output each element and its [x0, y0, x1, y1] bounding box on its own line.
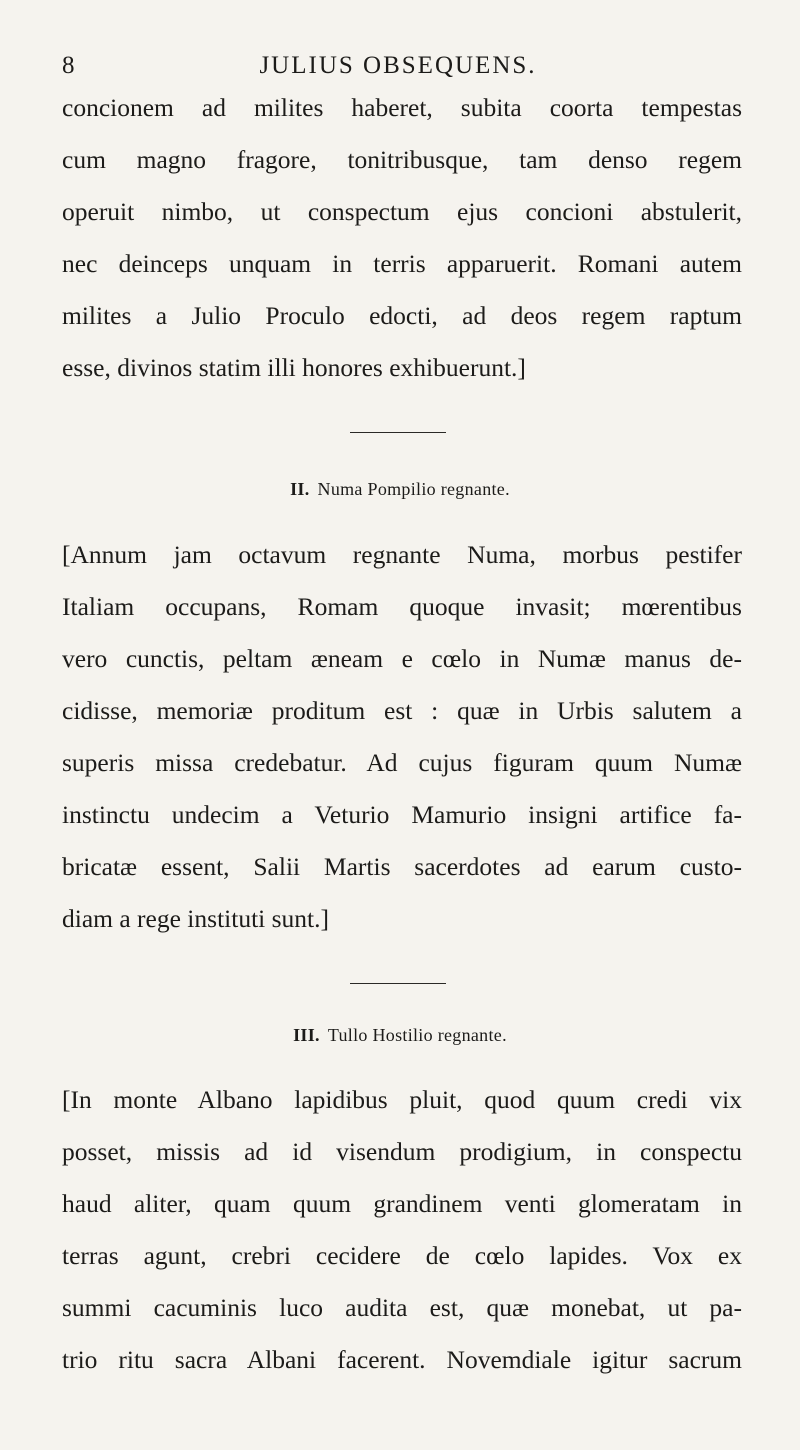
text-line: summi cacuminis luco audita est, quæ monebat, ut pa- [62, 1293, 742, 1322]
text-line: Italiam occupans, Romam quoque invasit; mœrentibus [62, 592, 742, 621]
section-title: Tullo Hostilio regnante. [327, 1025, 507, 1045]
section-numeral: II. [290, 479, 310, 499]
text-line: concionem ad milites haberet, subita coorta tempestas [62, 93, 742, 122]
section-divider [350, 432, 446, 433]
paragraph-block-2 [62, 529, 742, 945]
text-line: diam a rege instituti sunt.] [62, 904, 329, 933]
text-line: milites a Julio Proculo edocti, ad deos regem raptum [62, 301, 742, 330]
text-line: operuit nimbo, ut conspectum ejus concioni abstulerit, [62, 197, 742, 226]
text-line: esse, divinos statim illi honores exhibuerunt.] [62, 353, 526, 382]
text-line: nec deinceps unquam in terris apparuerit. Romani autem [62, 249, 742, 278]
text-line: instinctu undecim a Veturio Mamurio insigni artifice fa- [62, 800, 742, 829]
paragraph-block-3 [62, 1074, 742, 1386]
text-line: cidisse, memoriæ proditum est : quæ in Urbis salutem a [62, 696, 742, 725]
running-head [62, 52, 734, 82]
header-title: JULIUS OBSEQUENS. [259, 52, 537, 79]
text-line: superis missa credebatur. Ad cujus figuram quum Numæ [62, 748, 742, 777]
section-numeral: III. [293, 1025, 320, 1045]
section-title: Numa Pompilio regnante. [317, 479, 510, 499]
section-heading-2 [62, 479, 738, 500]
text-line: terras agunt, crebri cecidere de cœlo lapides. Vox ex [62, 1241, 742, 1270]
text-line: trio ritu sacra Albani facerent. Novemdiale igitur sacrum [62, 1345, 742, 1374]
text-line: [Annum jam octavum regnante Numa, morbus pestifer [62, 540, 742, 569]
section-divider [350, 983, 446, 984]
paragraph-block-1 [62, 82, 742, 394]
page-number: 8 [62, 52, 75, 79]
text-line: vero cunctis, peltam æneam e cœlo in Numæ manus de- [62, 644, 742, 673]
section-heading-3 [62, 1025, 738, 1046]
text-line: posset, missis ad id visendum prodigium, in conspectu [62, 1137, 742, 1166]
text-line: cum magno fragore, tonitribusque, tam denso regem [62, 145, 742, 174]
text-line: haud aliter, quam quum grandinem venti glomeratam in [62, 1189, 742, 1218]
text-line: bricatæ essent, Salii Martis sacerdotes ad earum custo- [62, 852, 742, 881]
text-line: [In monte Albano lapidibus pluit, quod quum credi vix [62, 1085, 742, 1114]
